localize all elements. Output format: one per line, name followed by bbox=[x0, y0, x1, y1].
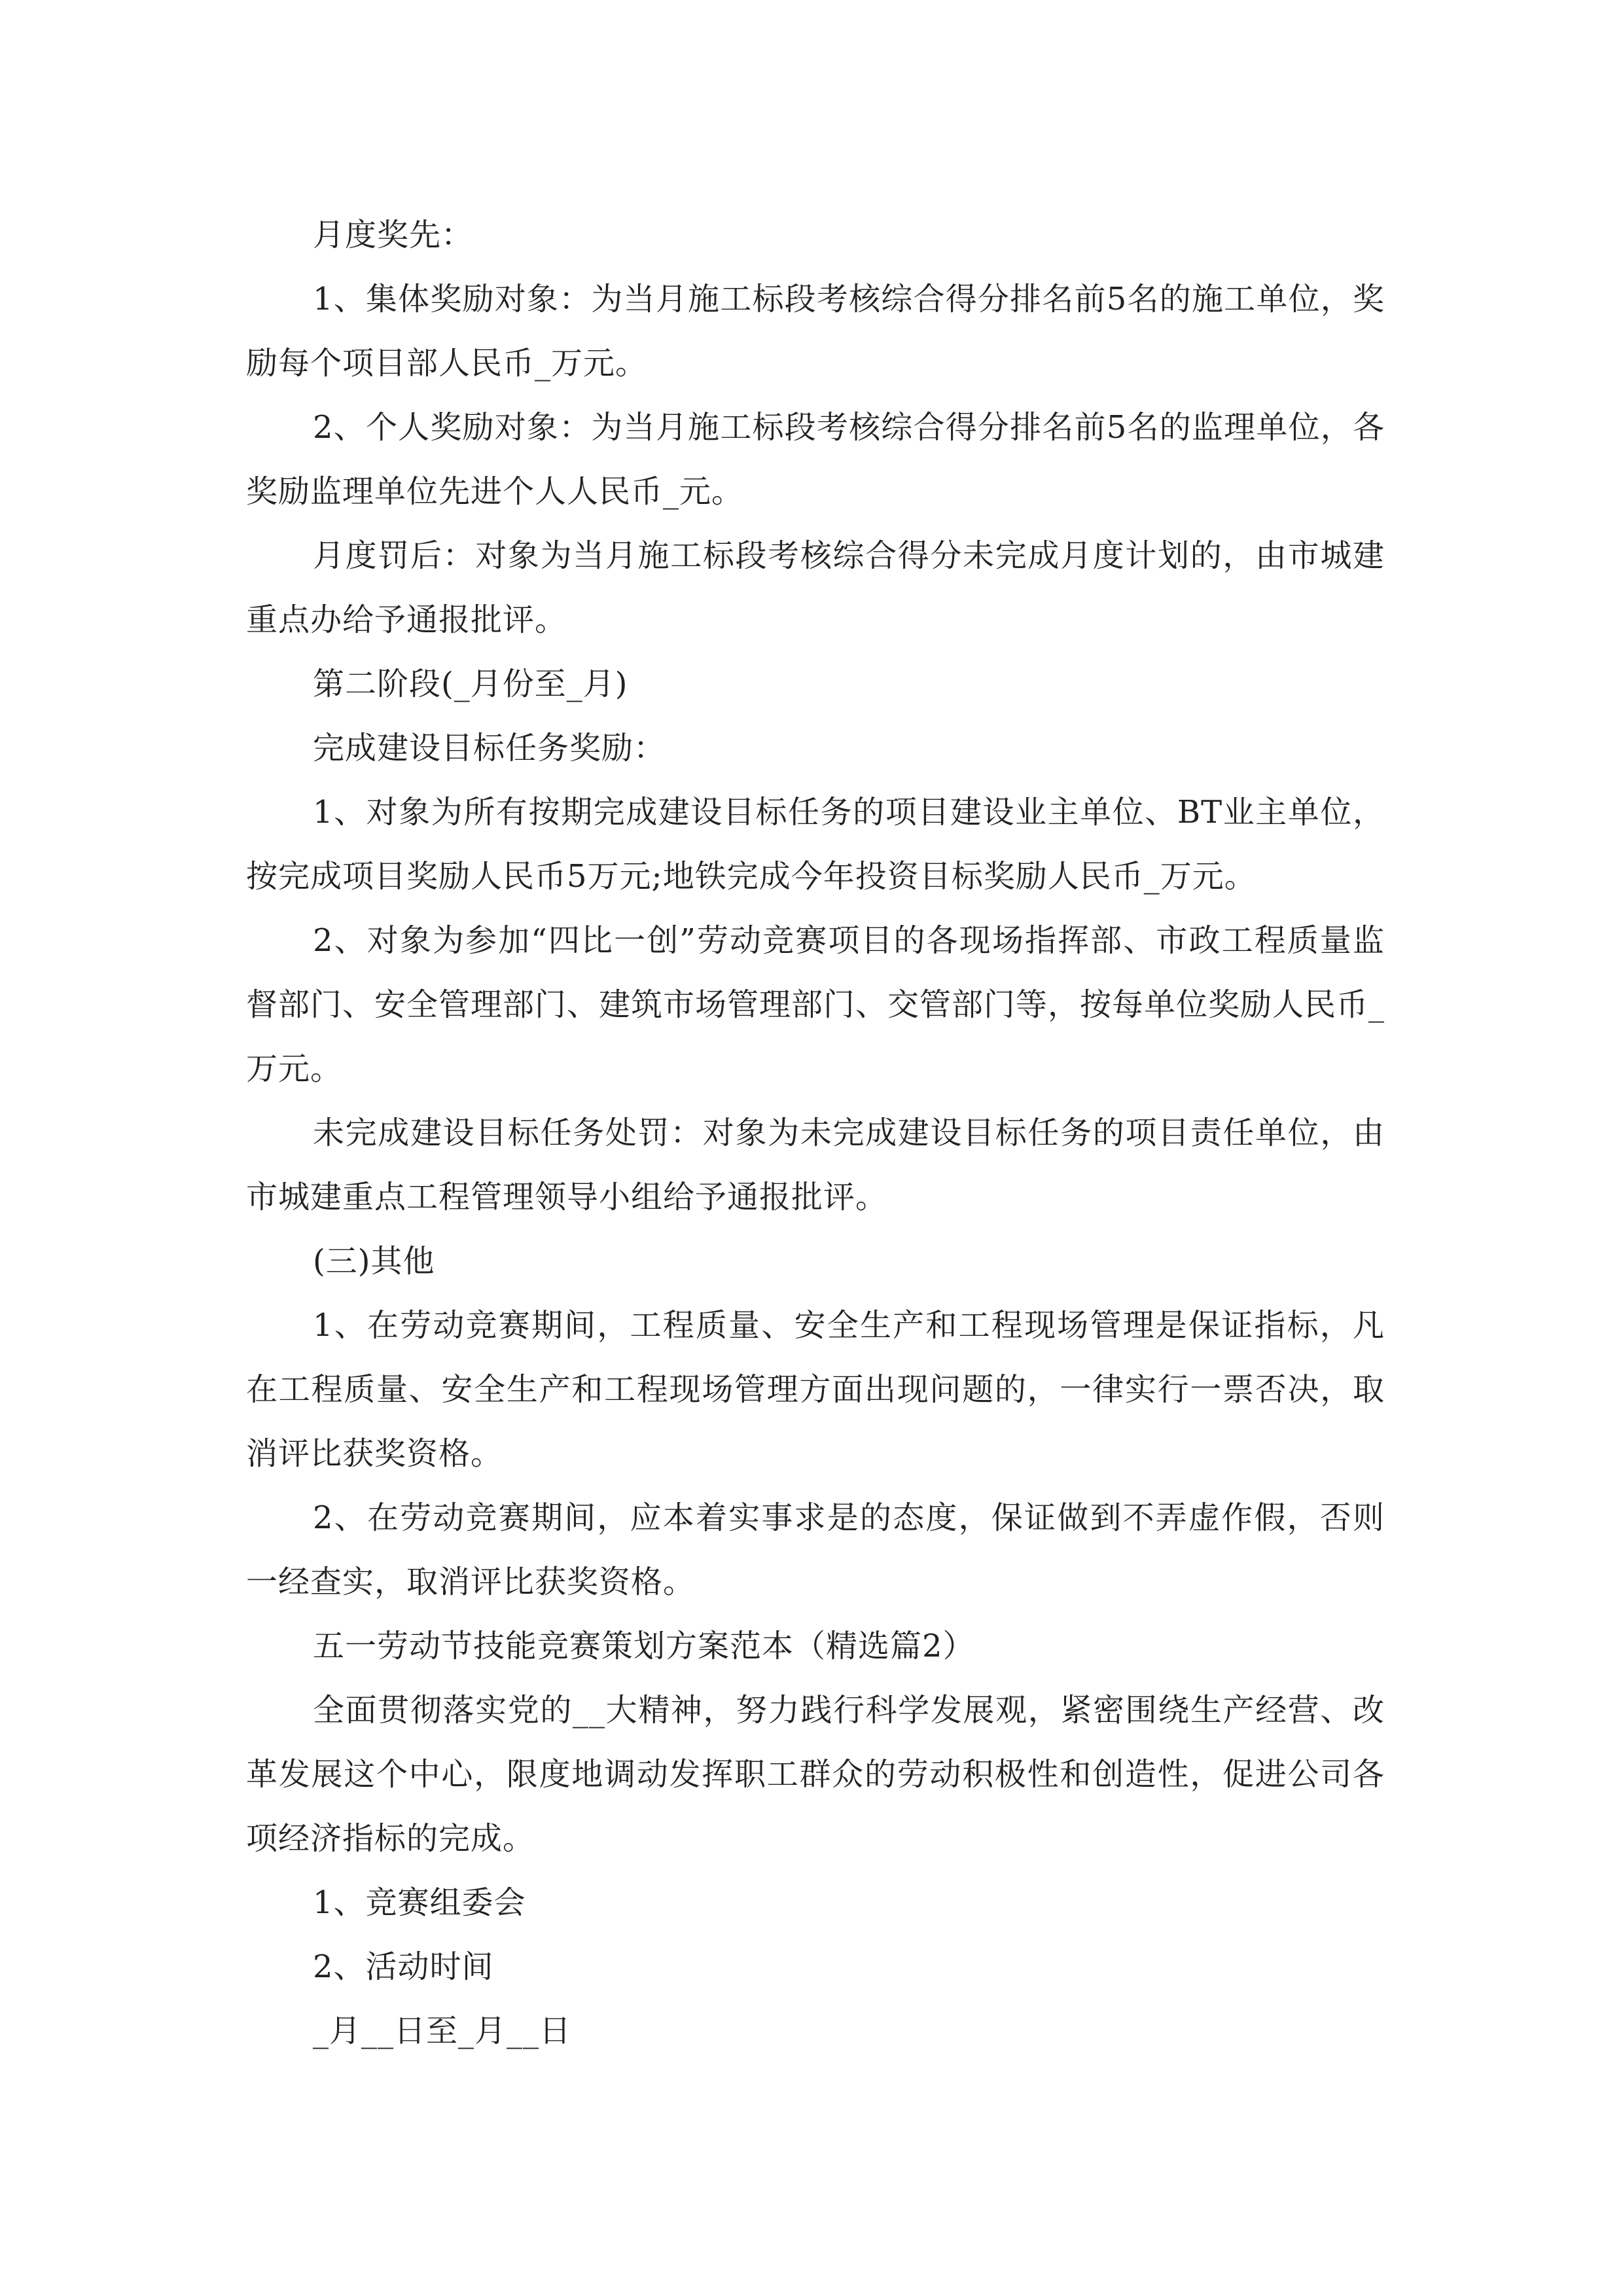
paragraph-monthly-reward-heading: 月度奖先： bbox=[313, 217, 474, 253]
paragraph-other-item-2: 2、在劳动竞赛期间，应本着实事求是的态度，保证做到不弄虚作假，否则一经查实，取消评比获奖资格。 bbox=[246, 1499, 1385, 1600]
paragraph-other-heading: (三)其他 bbox=[313, 1243, 435, 1280]
paragraph-collective-reward: 1、集体奖励对象：为当月施工标段考核综合得分排名前5名的施工单位，奖励每个项目部人民币_万元。 bbox=[246, 281, 1385, 382]
paragraph-section-title-2: 五一劳动节技能竞赛策划方案范本（精选篇2） bbox=[313, 1628, 975, 1664]
paragraph-other-item-1: 1、在劳动竞赛期间，工程质量、安全生产和工程现场管理是保证指标，凡在工程质量、安全生产和工程现场管理方面出现问题的，一律实行一票否决，取消评比获奖资格。 bbox=[246, 1307, 1385, 1472]
paragraph-individual-reward: 2、个人奖励对象：为当月施工标段考核综合得分排名前5名的监理单位，各奖励监理单位先进个人人民币_元。 bbox=[246, 409, 1385, 510]
paragraph-activity-time: 2、活动时间 bbox=[313, 1948, 494, 1985]
paragraph-completion-reward-heading: 完成建设目标任务奖励： bbox=[313, 730, 666, 766]
paragraph-guiding-principle: 全面贯彻落实党的__大精神，努力践行科学发展观，紧密围绕生产经营、改革发展这个中心，限度地调动发挥职工群众的劳动积极性和创造性，促进公司各项经济指标的完成。 bbox=[246, 1692, 1385, 1857]
paragraph-date-range: _月__日至_月__日 bbox=[313, 2013, 572, 2049]
paragraph-completion-reward-item-2: 2、对象为参加“四比一创”劳动竞赛项目的各现场指挥部、市政工程质量监督部门、安全管理部门、建筑市场管理部门、交管部门等，按每单位奖励人民币_万元。 bbox=[246, 922, 1385, 1087]
paragraph-stage-two-heading: 第二阶段(_月份至_月) bbox=[313, 666, 628, 702]
paragraph-incomplete-penalty: 未完成建设目标任务处罚：对象为未完成建设目标任务的项目责任单位，由市城建重点工程管理领导小组给予通报批评。 bbox=[246, 1115, 1385, 1215]
document-body bbox=[246, 203, 1385, 2063]
paragraph-completion-reward-item-1: 1、对象为所有按期完成建设目标任务的项目建设业主单位、BT业主单位，按完成项目奖励人民币5万元;地铁完成今年投资目标奖励人民币_万元。 bbox=[246, 794, 1385, 895]
paragraph-monthly-penalty: 月度罚后：对象为当月施工标段考核综合得分未完成月度计划的，由市城建重点办给予通报批评。 bbox=[246, 537, 1385, 638]
paragraph-committee: 1、竞赛组委会 bbox=[313, 1884, 526, 1921]
